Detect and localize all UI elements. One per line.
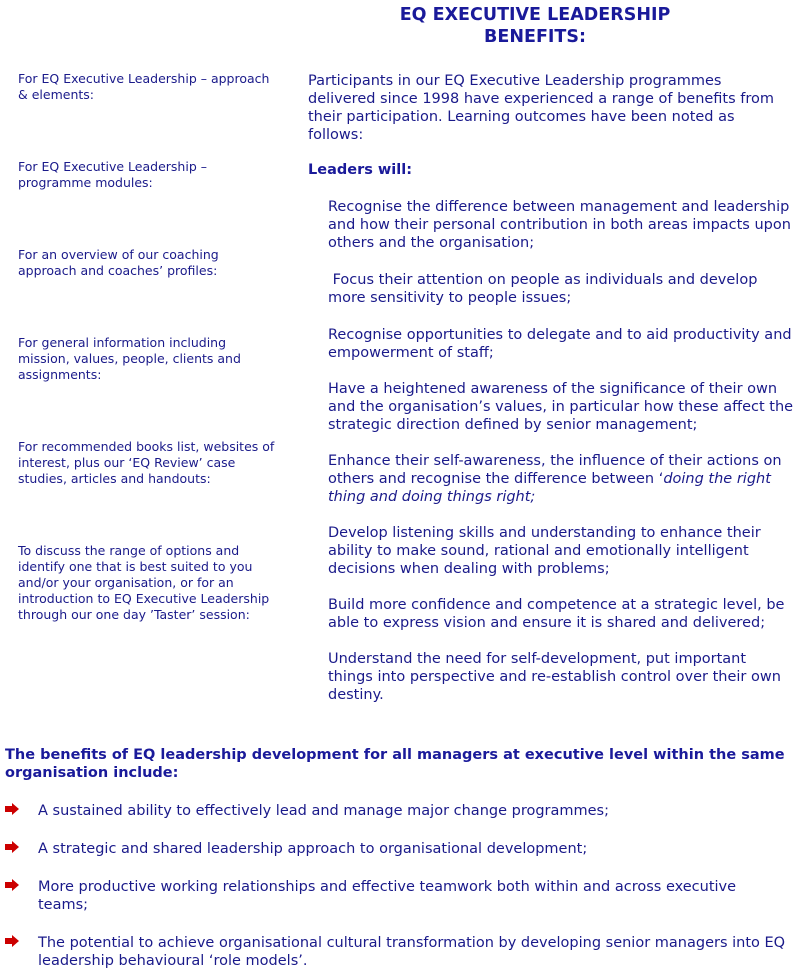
sidebar-link-text[interactable]: For recommended books list, websites of interest, plus our ‘EQ Review’ case studies, articles and handouts: bbox=[18, 439, 275, 486]
sidebar-link-general[interactable] bbox=[18, 335, 276, 383]
outcome-item: Understand the need for self-development, put important things into perspective and re-establish control over their own destiny. bbox=[328, 651, 781, 703]
sidebar-link-text[interactable]: For EQ Executive Leadership – programme modules: bbox=[18, 159, 207, 190]
outcome-item: Focus their attention on people as individuals and develop more sensitivity to people issues; bbox=[328, 272, 763, 306]
outcome-item: Develop listening skills and understanding to enhance their ability to make sound, rational and emotionally intelligent decisions when dealing with problems; bbox=[328, 525, 761, 577]
sidebar-link-text[interactable]: For general information including mission, values, people, clients and assignments: bbox=[18, 335, 241, 382]
sidebar-link-text[interactable]: For EQ Executive Leadership – approach & elements: bbox=[18, 71, 270, 102]
sidebar-link-resources[interactable] bbox=[18, 439, 276, 487]
sidebar-link-text[interactable]: To discuss the range of options and identify one that is best suited to you and/or your organisation, or for an introduction to EQ Executive Leadership through our one day ’Taster’ session: bbox=[18, 543, 270, 622]
red-arrow-bullet-icon bbox=[5, 841, 19, 853]
leaders-heading: Leaders will: bbox=[308, 162, 413, 178]
outcome-text: Enhance their self-awareness, the influence of their actions on others and recognise the difference between ‘ bbox=[328, 453, 782, 487]
red-arrow-bullet-icon bbox=[5, 803, 19, 815]
red-arrow-bullet-icon bbox=[5, 935, 19, 947]
red-arrow-bullet-icon bbox=[5, 879, 19, 891]
outcome-item: Recognise the difference between management and leadership and how their personal contribution in both areas impacts upon others and the organisation; bbox=[328, 199, 791, 251]
benefit-text: The potential to achieve organisational cultural transformation by developing senior managers into EQ leadership behavioural ‘role models’. bbox=[38, 935, 786, 969]
benefit-text: A strategic and shared leadership approach to organisational development; bbox=[38, 841, 588, 857]
page-title bbox=[300, 4, 770, 48]
sidebar-link-text[interactable]: For an overview of our coaching approach and coaches’ profiles: bbox=[18, 247, 219, 278]
outcome-item: Build more confidence and competence at a strategic level, be able to express vision and ensure it is shared and delivered; bbox=[328, 597, 785, 631]
outcome-italic-text: doing the right thing and doing things right; bbox=[328, 471, 771, 505]
sidebar-link-coaching[interactable] bbox=[18, 247, 276, 279]
page-title-line-1: EQ EXECUTIVE LEADERSHIP bbox=[399, 5, 671, 25]
page-title-line-2: BENEFITS: bbox=[484, 27, 586, 47]
outcome-item: Have a heightened awareness of the significance of their own and the organisation’s values, in particular how these affect the strategic direction defined by senior management; bbox=[328, 381, 794, 433]
sidebar-link-approach[interactable] bbox=[18, 71, 276, 103]
outcome-item-italic bbox=[328, 452, 794, 506]
outcome-item: Recognise opportunities to delegate and to aid productivity and empowerment of staff; bbox=[328, 327, 792, 361]
intro-paragraph: Participants in our EQ Executive Leadership programmes delivered since 1998 have experienced a range of benefits from their participation. Learning outcomes have been noted as follows: bbox=[308, 73, 775, 143]
benefit-text: More productive working relationships and effective teamwork both within and across executive teams; bbox=[38, 879, 737, 913]
sidebar-link-modules[interactable] bbox=[18, 159, 276, 191]
benefit-text: A sustained ability to effectively lead and manage major change programmes; bbox=[38, 803, 609, 819]
benefits-heading: The benefits of EQ leadership development for all managers at executive level within the same organisation include: bbox=[5, 747, 785, 781]
sidebar-link-contact[interactable] bbox=[18, 543, 276, 623]
